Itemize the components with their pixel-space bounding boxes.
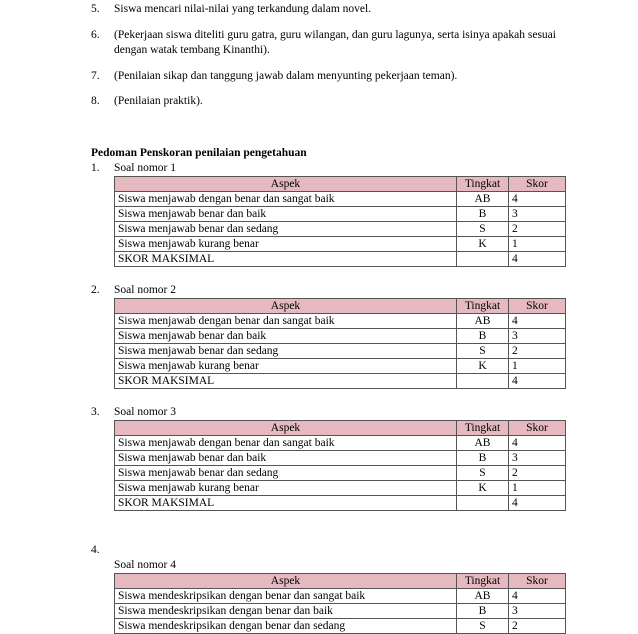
table-row — [115, 619, 566, 634]
list-number: 8. — [91, 95, 100, 107]
cell-aspek: Siswa menjawab benar dan baik — [115, 207, 457, 222]
table-row — [115, 329, 566, 344]
soal-number-line — [91, 543, 571, 558]
cell-tingkat: S — [457, 344, 509, 359]
soal-label — [91, 558, 571, 573]
cell-aspek: Siswa mendeskripsikan dengan benar dan sedang — [115, 619, 457, 634]
soal-label — [91, 405, 571, 420]
cell-skor: 2 — [509, 619, 566, 634]
soal-number: 2. — [91, 284, 100, 296]
soal-block-3 — [91, 405, 571, 511]
header-aspek: Aspek — [115, 421, 457, 436]
cell-aspek: Siswa menjawab benar dan baik — [115, 451, 457, 466]
rubric-table — [114, 176, 566, 267]
cell-aspek: Siswa mendeskripsikan dengan benar dan baik — [115, 604, 457, 619]
cell-skor: 1 — [509, 359, 566, 374]
table-header-row — [115, 574, 566, 589]
cell-aspek: Siswa menjawab dengan benar dan sangat baik — [115, 436, 457, 451]
cell-skor: 3 — [509, 207, 566, 222]
header-tingkat: Tingkat — [457, 574, 509, 589]
table-row — [115, 466, 566, 481]
soal-label — [91, 283, 571, 298]
list-number: 6. — [91, 29, 100, 41]
soal-number: 4. — [91, 544, 100, 556]
header-skor: Skor — [509, 299, 566, 314]
header-skor: Skor — [509, 421, 566, 436]
table-row — [115, 314, 566, 329]
list-item — [91, 2, 561, 17]
cell-skor: 4 — [509, 252, 566, 267]
list-text: (Penilaian sikap dan tanggung jawab dalam menyunting pekerjaan teman). — [114, 70, 458, 82]
cell-aspek: Siswa menjawab dengan benar dan sangat baik — [115, 314, 457, 329]
cell-tingkat: S — [457, 619, 509, 634]
soal-number: 3. — [91, 406, 100, 418]
cell-aspek: Siswa menjawab benar dan sedang — [115, 222, 457, 237]
table-row — [115, 252, 566, 267]
cell-tingkat: AB — [457, 589, 509, 604]
cell-tingkat: K — [457, 359, 509, 374]
cell-tingkat: K — [457, 481, 509, 496]
cell-skor: 1 — [509, 237, 566, 252]
header-skor: Skor — [509, 574, 566, 589]
header-aspek: Aspek — [115, 574, 457, 589]
cell-aspek: Siswa menjawab dengan benar dan sangat baik — [115, 192, 457, 207]
cell-tingkat — [457, 374, 509, 389]
cell-tingkat: B — [457, 451, 509, 466]
list-text: Siswa mencari nilai-nilai yang terkandung dalam novel. — [114, 3, 372, 15]
table-header-row — [115, 177, 566, 192]
table-row — [115, 207, 566, 222]
header-aspek: Aspek — [115, 177, 457, 192]
table-row — [115, 222, 566, 237]
header-aspek: Aspek — [115, 299, 457, 314]
table-row — [115, 451, 566, 466]
cell-tingkat: AB — [457, 436, 509, 451]
cell-aspek: Siswa menjawab kurang benar — [115, 359, 457, 374]
soal-title: Soal nomor 3 — [114, 406, 176, 418]
cell-tingkat: S — [457, 466, 509, 481]
table-row — [115, 436, 566, 451]
cell-tingkat: AB — [457, 192, 509, 207]
list-item — [91, 94, 561, 109]
cell-tingkat: S — [457, 222, 509, 237]
cell-skor: 4 — [509, 314, 566, 329]
cell-aspek: Siswa menjawab kurang benar — [115, 481, 457, 496]
cell-tingkat: B — [457, 207, 509, 222]
table-row — [115, 481, 566, 496]
cell-aspek: Siswa menjawab benar dan baik — [115, 329, 457, 344]
cell-skor: 2 — [509, 466, 566, 481]
list-item — [91, 69, 561, 84]
cell-tingkat: B — [457, 604, 509, 619]
header-skor: Skor — [509, 177, 566, 192]
soal-block-2 — [91, 283, 571, 389]
table-row — [115, 496, 566, 511]
cell-skor: 3 — [509, 604, 566, 619]
soal-number: 1. — [91, 162, 100, 174]
header-tingkat: Tingkat — [457, 299, 509, 314]
table-row — [115, 604, 566, 619]
cell-aspek: Siswa mendeskripsikan dengan benar dan sangat baik — [115, 589, 457, 604]
cell-skor: 3 — [509, 451, 566, 466]
list-number: 5. — [91, 3, 100, 15]
soal-title: Soal nomor 2 — [114, 284, 176, 296]
table-row — [115, 237, 566, 252]
soal-title: Soal nomor 4 — [114, 559, 176, 571]
cell-skor: 3 — [509, 329, 566, 344]
header-tingkat: Tingkat — [457, 421, 509, 436]
cell-skor: 1 — [509, 481, 566, 496]
table-header-row — [115, 299, 566, 314]
cell-tingkat: K — [457, 237, 509, 252]
cell-skor: 4 — [509, 374, 566, 389]
cell-skor: 4 — [509, 436, 566, 451]
table-row — [115, 192, 566, 207]
cell-skor: 4 — [509, 192, 566, 207]
cell-tingkat: AB — [457, 314, 509, 329]
cell-aspek: SKOR MAKSIMAL — [115, 374, 457, 389]
rubric-table — [114, 420, 566, 511]
list-number: 7. — [91, 70, 100, 82]
table-header-row — [115, 421, 566, 436]
cell-aspek: SKOR MAKSIMAL — [115, 496, 457, 511]
soal-label — [91, 161, 571, 176]
header-tingkat: Tingkat — [457, 177, 509, 192]
cell-aspek: Siswa menjawab benar dan sedang — [115, 344, 457, 359]
cell-aspek: SKOR MAKSIMAL — [115, 252, 457, 267]
cell-aspek: Siswa menjawab kurang benar — [115, 237, 457, 252]
cell-tingkat: B — [457, 329, 509, 344]
cell-tingkat — [457, 252, 509, 267]
rubric-table — [114, 573, 566, 634]
soal-title: Soal nomor 1 — [114, 162, 176, 174]
soal-block-4 — [91, 543, 571, 634]
table-row — [115, 374, 566, 389]
cell-skor: 2 — [509, 344, 566, 359]
soal-block-1 — [91, 161, 571, 267]
list-text: (Pekerjaan siswa diteliti guru gatra, guru wilangan, dan guru lagunya, serta isinya apakah sesuai dengan watak tembang Kinanthi). — [114, 29, 556, 56]
table-row — [115, 359, 566, 374]
list-text: (Penilaian praktik). — [114, 95, 203, 107]
list-item — [91, 28, 561, 58]
cell-aspek: Siswa menjawab benar dan sedang — [115, 466, 457, 481]
cell-skor: 2 — [509, 222, 566, 237]
table-row — [115, 344, 566, 359]
table-row — [115, 589, 566, 604]
cell-skor: 4 — [509, 496, 566, 511]
section-heading: Pedoman Penskoran penilaian pengetahuan — [91, 147, 307, 159]
rubric-table — [114, 298, 566, 389]
cell-skor: 4 — [509, 589, 566, 604]
cell-tingkat — [457, 496, 509, 511]
